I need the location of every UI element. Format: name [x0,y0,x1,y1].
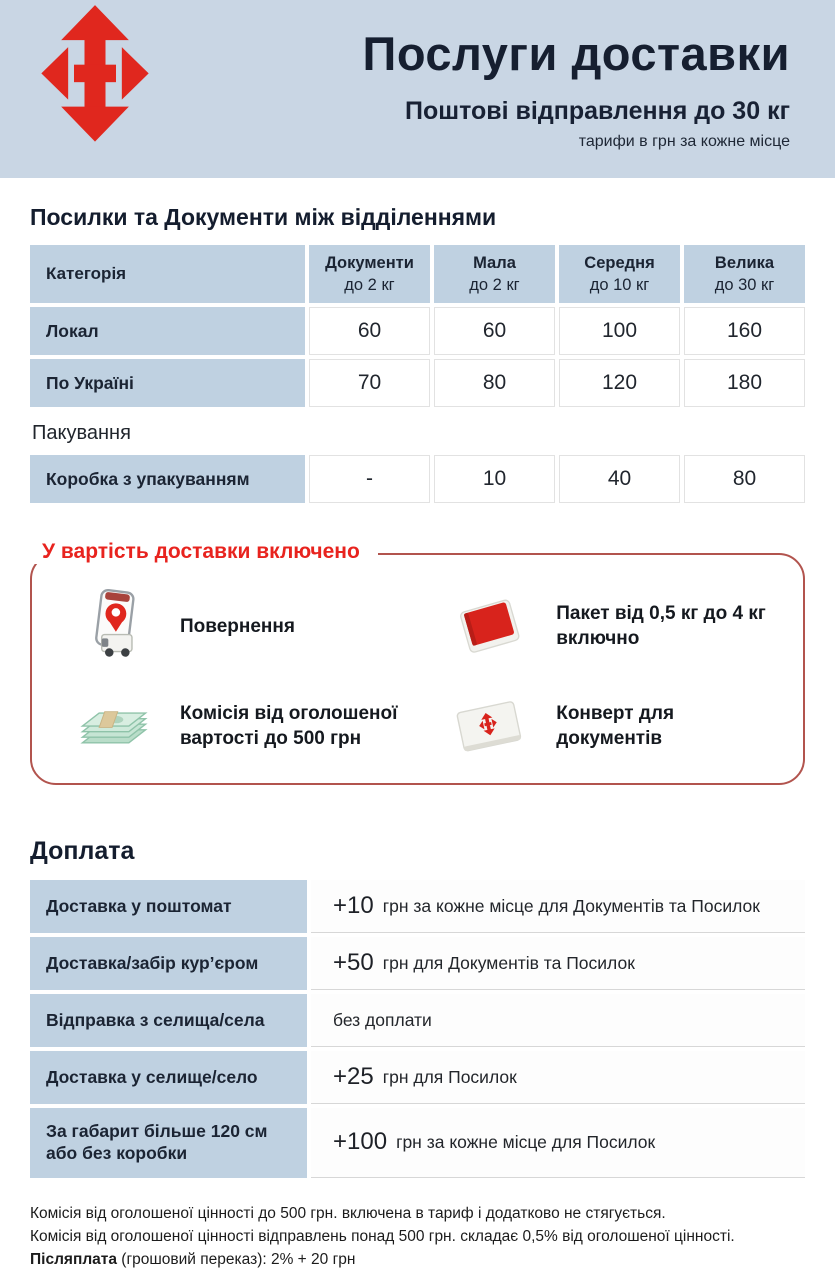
price-cell: 120 [559,359,680,407]
parcels-table [30,245,805,407]
footnote-bold-term: Післяплата [30,1251,117,1269]
price-cell: 100 [559,307,680,355]
parcels-section-heading: Посилки та Документи між відділеннями [30,204,497,230]
column-header: Документи до 2 кг [309,245,430,303]
nova-poshta-arrows-icon [36,4,154,144]
envelope-icon [450,697,530,757]
price-cell: 180 [684,359,805,407]
price-cell: 160 [684,307,805,355]
included-in-price-box [30,540,805,785]
footnotes [30,1202,805,1272]
included-item-label: Конверт для документів [556,703,675,749]
surcharge-label: Доставка у поштомат [30,880,307,933]
packaging-heading: Пакування [32,422,131,444]
row-label-lokal: Локал [30,307,305,355]
money-stack-icon [74,700,154,754]
surcharge-label: За габарит більше 120 см або без коробки [30,1108,307,1178]
price-cell: 80 [684,455,805,503]
footnote-line [30,1248,805,1271]
surcharge-detail: грн для Посилок [382,1066,517,1087]
price-cell: 60 [434,307,555,355]
surcharge-value [311,994,805,1047]
table-row [30,994,805,1047]
page-title: Послуги доставки [362,27,790,80]
surcharge-label: Відправка з селища/села [30,994,307,1047]
page-subtitle: Поштові відправлення до 30 кг [405,97,790,125]
row-label-ukraine: По Україні [30,359,305,407]
packaging-table [30,455,805,503]
surcharge-detail: без доплати [333,1009,432,1030]
tariff-note: тарифи в грн за кожне місце [578,133,790,150]
surcharge-label: Доставка у селище/село [30,1051,307,1104]
row-label-box: Коробка з упакуванням [30,455,305,503]
price-cell: 10 [434,455,555,503]
nova-poshta-logo [36,0,158,178]
surcharge-detail: грн за кожне місце для Документів та Посилок [382,895,760,916]
included-item-label: Повернення [180,615,295,637]
table-row [30,1051,805,1104]
header-text [158,0,790,178]
included-item-label: Пакет від 0,5 кг до 4 кг включно [556,603,766,649]
table-row [30,937,805,990]
red-package-icon [450,594,530,660]
included-items [74,589,779,757]
header [0,0,835,178]
included-item-commission [74,697,442,757]
footnote-line: Комісія від оголошеної цінності до 500 грн. включена в тариф і додатково не стягується. [30,1204,666,1222]
column-header-category: Категорія [30,245,305,303]
price-cell: 60 [309,307,430,355]
price-cell: 70 [309,359,430,407]
surcharge-amount: +50 [333,949,374,976]
content [0,204,835,1272]
price-cell: - [309,455,430,503]
included-item-return [74,589,442,665]
surcharge-value [311,1108,805,1178]
footnote-rest: (грошовий переказ): 2% + 20 грн [117,1251,356,1269]
surcharge-value [311,880,805,933]
phone-truck-icon [74,589,154,665]
surcharge-label: Доставка/забір кур’єром [30,937,307,990]
surcharge-amount: +100 [333,1128,388,1156]
price-cell: 80 [434,359,555,407]
surcharge-amount: +10 [333,892,374,919]
included-box-title: У вартість доставки включено [34,540,378,564]
column-header: Велика до 30 кг [684,245,805,303]
included-item-packet [450,589,779,665]
surcharge-detail: грн для Документів та Посилок [382,952,635,973]
column-header: Мала до 2 кг [434,245,555,303]
column-header: Середня до 10 кг [559,245,680,303]
surcharge-amount: +25 [333,1063,374,1090]
surcharge-detail: грн за кожне місце для Посилок [396,1131,656,1152]
surcharge-table [30,880,805,1178]
included-item-label: Комісія від оголошеної вартості до 500 грн [180,703,398,749]
table-row [30,1108,805,1178]
surcharge-value [311,937,805,990]
price-cell: 40 [559,455,680,503]
surcharge-section-heading: Доплата [30,837,135,865]
included-item-envelope [450,697,779,757]
footnote-line: Комісія від оголошеної цінності відправлень понад 500 грн. складає 0,5% від оголошеної цінності. [30,1228,735,1245]
table-row [30,880,805,933]
surcharge-value [311,1051,805,1104]
